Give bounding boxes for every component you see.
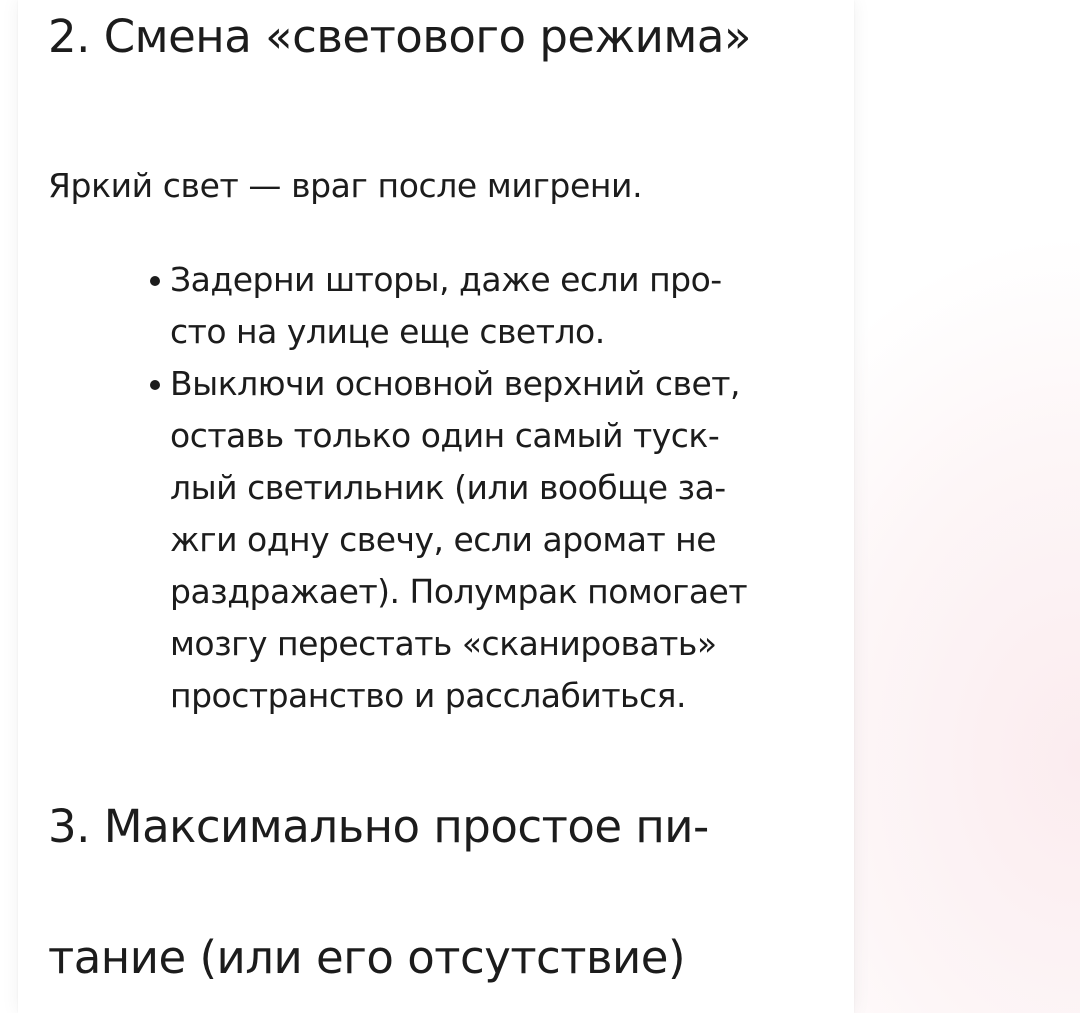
section-heading-light-mode: 2. Смена «светового режима»: [48, 10, 751, 63]
section-heading-food-line-2: тание (или его отсутствие): [48, 931, 686, 984]
list-item-line: пространство и расслабиться.: [170, 676, 686, 715]
section-heading-food-line-1: 3. Максимально простое пи-: [48, 800, 709, 853]
bullet-list: [170, 254, 747, 722]
list-item-line: раздражает). Полумрак помогает: [170, 572, 748, 611]
list-item-line: мозгу перестать «сканировать»: [170, 624, 717, 663]
list-item-line: Выключи основной верхний свет,: [170, 364, 740, 403]
list-item: [170, 358, 747, 722]
list-item-line: оставь только один самый туск-: [170, 416, 720, 455]
bullet-dot-icon: [150, 380, 160, 390]
list-item-line: жги одну свечу, если аромат не: [170, 520, 717, 559]
bullet-dot-icon: [150, 276, 160, 286]
list-item-line: лый светильник (или вообще за-: [170, 468, 726, 507]
list-item-line: Задерни шторы, даже если про-: [170, 260, 722, 299]
list-item-line: сто на улице еще светло.: [170, 312, 605, 351]
section-intro-text: Яркий свет — враг после мигрени.: [48, 166, 643, 205]
list-item: [170, 254, 747, 358]
article-card: [18, 0, 854, 1013]
